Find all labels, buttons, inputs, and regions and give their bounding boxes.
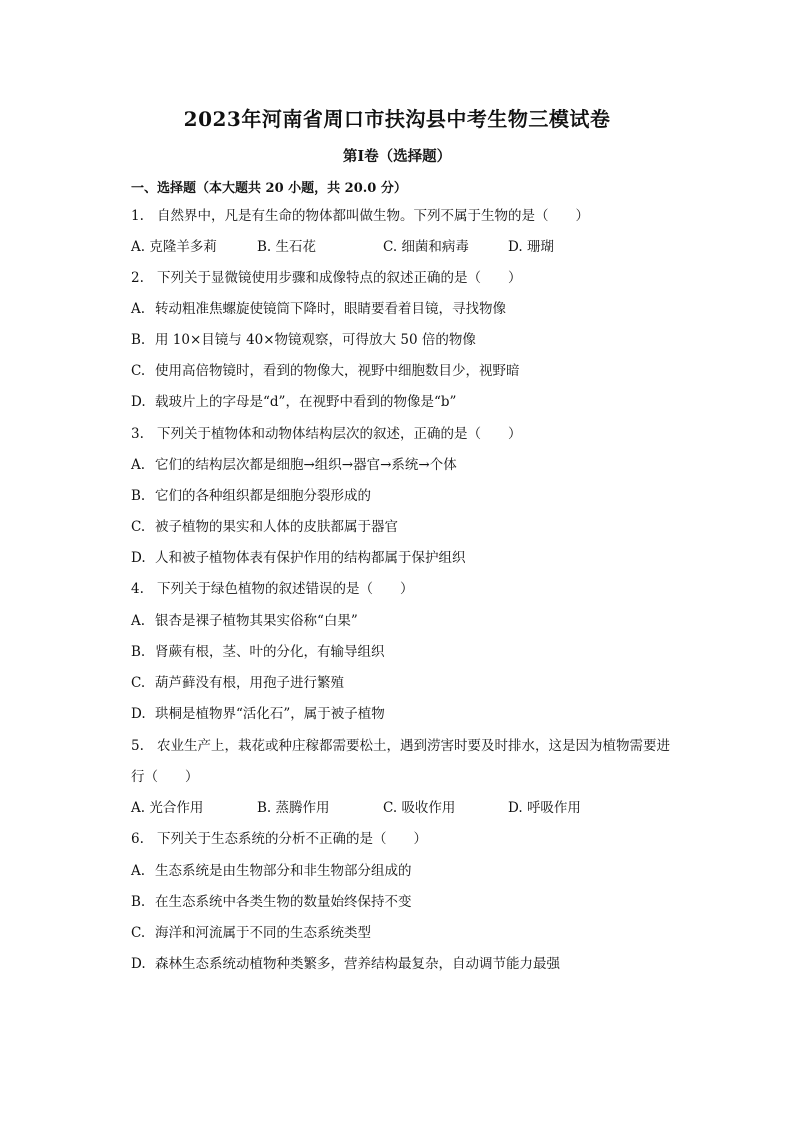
question-1-option-d: D. 珊瑚 (508, 239, 554, 255)
question-3-stem (131, 425, 522, 443)
question-3-option-b: B. 它们的各种组织都是细胞分裂形成的 (131, 488, 371, 504)
question-3-option-c: C. 被子植物的果实和人体的皮肤都属于器官 (131, 519, 398, 535)
question-4-stem (131, 580, 414, 598)
question-5-stem-continued: 行（ ） (131, 769, 199, 785)
question-6-option-d: D. 森林生态系统动植物种类繁多，营养结构最复杂，自动调节能力最强 (131, 956, 560, 972)
question-4-option-b: B. 肾蕨有根，茎、叶的分化，有输导组织 (131, 644, 385, 660)
question-5-option-d: D. 呼吸作用 (508, 800, 581, 816)
question-2-option-d: D. 载玻片上的字母是“d”，在视野中看到的物像是“b” (131, 394, 457, 410)
question-2-option-b: B. 用 10×目镜与 40×物镜观察，可得放大 50 倍的物像 (131, 332, 476, 348)
question-4-option-d: D. 珙桐是植物界“活化石”，属于被子植物 (131, 706, 385, 722)
question-number: 5. (131, 738, 144, 754)
question-1-option-b: B. 生石花 (257, 239, 317, 255)
question-6-stem (131, 830, 427, 848)
question-5-option-c: C. 吸收作用 (383, 800, 456, 816)
question-text: 下列关于绿色植物的叙述错误的是（ ） (157, 581, 414, 597)
question-5-option-a: A. 光合作用 (131, 800, 204, 816)
section-header: 一、选择题（本大题共 20 小题，共 20.0 分） (131, 181, 407, 196)
question-1-stem (131, 207, 589, 225)
question-number: 4. (131, 581, 144, 597)
volume-label: 第Ⅰ卷（选择题） (342, 148, 452, 165)
question-2-option-a: A. 转动粗准焦螺旋使镜筒下降时，眼睛要看着目镜，寻找物像 (131, 301, 506, 317)
question-text: 自然界中，凡是有生命的物体都叫做生物。下列不属于生物的是（ ） (157, 208, 589, 224)
question-5-option-b: B. 蒸腾作用 (257, 800, 330, 816)
exam-title: 2023年河南省周口市扶沟县中考生物三模试卷 (183, 107, 611, 131)
question-6-option-c: C. 海洋和河流属于不同的生态系统类型 (131, 925, 371, 941)
question-2-option-c: C. 使用高倍物镜时，看到的物像大，视野中细胞数目少，视野暗 (131, 363, 520, 379)
question-6-option-b: B. 在生态系统中各类生物的数量始终保持不变 (131, 894, 412, 910)
question-4-option-c: C. 葫芦藓没有根，用孢子进行繁殖 (131, 675, 344, 691)
question-text: 农业生产上，栽花或种庄稼都需要松土，遇到涝害时要及时排水，这是因为植物需要进 (157, 738, 670, 754)
question-2-stem (131, 269, 522, 287)
question-number: 1. (131, 208, 144, 224)
question-6-option-a: A. 生态系统是由生物部分和非生物部分组成的 (131, 863, 412, 879)
question-3-option-d: D. 人和被子植物体表有保护作用的结构都属于保护组织 (131, 550, 466, 566)
question-5-stem (131, 737, 670, 755)
question-1-option-c: C. 细菌和病毒 (383, 239, 469, 255)
question-1-option-a: A. 克隆羊多莉 (131, 239, 217, 255)
question-3-option-a: A. 它们的结构层次都是细胞→组织→器官→系统→个体 (131, 457, 457, 473)
question-text: 下列关于生态系统的分析不正确的是（ ） (157, 831, 427, 847)
question-text: 下列关于植物体和动物体结构层次的叙述，正确的是（ ） (157, 426, 522, 442)
question-number: 2. (131, 270, 144, 286)
question-number: 6. (131, 831, 144, 847)
question-4-option-a: A. 银杏是裸子植物其果实俗称“白果” (131, 613, 358, 629)
question-text: 下列关于显微镜使用步骤和成像特点的叙述正确的是（ ） (157, 270, 522, 286)
question-number: 3. (131, 426, 144, 442)
